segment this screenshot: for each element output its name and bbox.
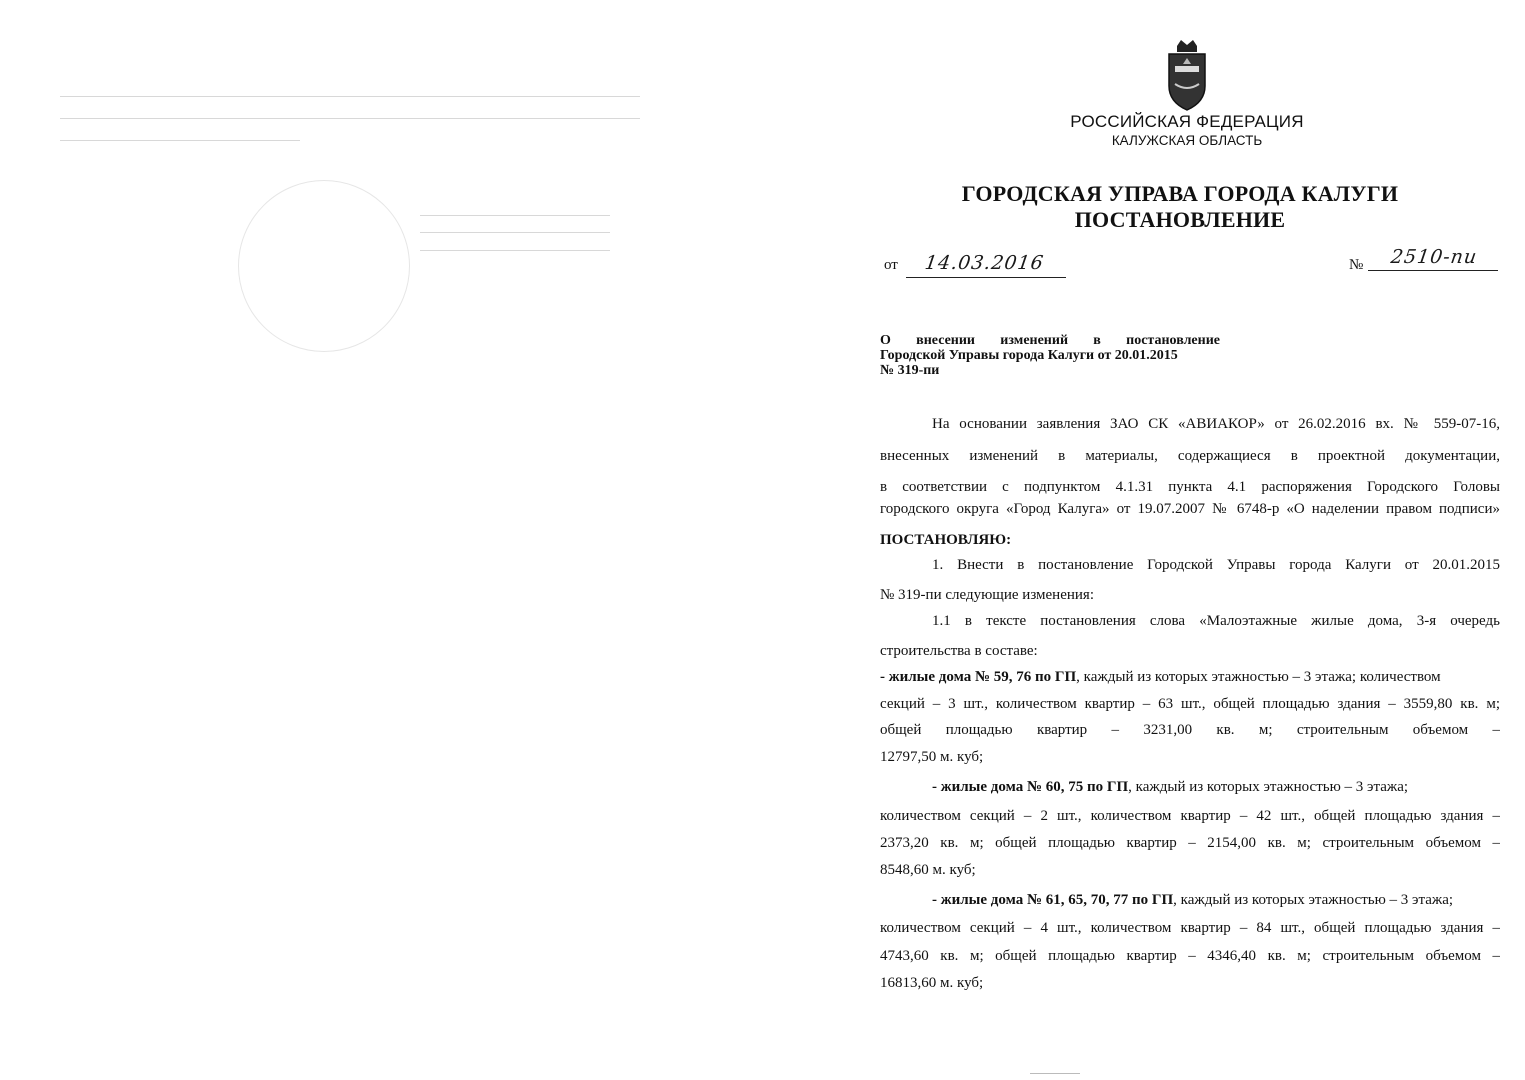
region-name: КАЛУЖСКАЯ ОБЛАСТЬ [1111, 133, 1263, 148]
building-item-59-76 [880, 667, 1500, 687]
page-bottom-mark [1030, 1073, 1080, 1074]
decree-heading: ПОСТАНОВЛЯЮ: [880, 532, 1012, 548]
body-line: количеством секций – 4 шт., количеством квартир – 84 шт., общей площадью здания – [880, 920, 1500, 936]
building-item-text: , каждый из которых этажностью – 3 этажа; [1173, 892, 1454, 908]
number-label: № [1349, 257, 1364, 273]
body-line: городского округа «Город Калуга» от 19.07.2007 № 6748-р «О наделении правом подписи» [880, 501, 1500, 517]
body-line: 16813,60 м. куб; [880, 975, 984, 991]
body-line: секций – 3 шт., количеством квартир – 63 шт., общей площадью здания – 3559,80 кв. м; [880, 696, 1500, 712]
subject-line: Городской Управы города Калуги от 20.01.2015 [880, 348, 1178, 363]
building-item-61-65-70-77 [880, 890, 1500, 910]
number-underline [1368, 270, 1498, 271]
body-line: строительства в составе: [880, 643, 1038, 659]
body-line: На основании заявления ЗАО СК «АВИАКОР» от 26.02.2016 вх. № 559-07-16, [932, 416, 1500, 432]
handwritten-date: 14.03.2016 [923, 252, 1046, 274]
bleed-through-line [60, 96, 640, 97]
body-line: внесенных изменений в материалы, содержащиеся в проектной документации, [880, 448, 1500, 464]
subject-line: О внесении изменений в постановление [880, 333, 1220, 348]
document-subject [880, 333, 1220, 378]
bleed-through-line [420, 215, 610, 216]
bleed-through-line [60, 140, 300, 141]
building-item-60-75 [880, 777, 1500, 797]
body-line: в соответствии с подпунктом 4.1.31 пункта 4.1 распоряжения Городского Головы [880, 479, 1500, 495]
body-line: 1. Внести в постановление Городской Управы города Калуги от 20.01.2015 [932, 557, 1500, 573]
country-name: РОССИЙСКАЯ ФЕДЕРАЦИЯ [1070, 112, 1304, 131]
subject-line: № 319-пи [880, 363, 940, 378]
bleed-through-line [420, 250, 610, 251]
building-item-title: - жилые дома № 60, 75 по ГП [932, 779, 1129, 795]
document-type: ПОСТАНОВЛЕНИЕ [1074, 207, 1286, 232]
body-line: № 319-пи следующие изменения: [880, 587, 1094, 603]
body-line: общей площадью квартир – 3231,00 кв. м; строительным объемом – [880, 722, 1500, 738]
body-line: 1.1 в тексте постановления слова «Малоэтажные жилые дома, 3-я очередь [932, 613, 1500, 629]
date-underline [906, 277, 1066, 278]
bleed-through-stamp [238, 180, 410, 352]
body-line: 8548,60 м. куб; [880, 862, 976, 878]
body-line: 2373,20 кв. м; общей площадью квартир – 2154,00 кв. м; строительным объемом – [880, 835, 1500, 851]
body-line: 12797,50 м. куб; [880, 749, 984, 765]
handwritten-number: 2510-пи [1389, 246, 1479, 268]
bleed-through-line [60, 118, 640, 119]
building-item-text: , каждый из которых этажностью – 3 этажа; [1128, 779, 1409, 795]
bleed-through-line [420, 232, 610, 233]
building-item-text: , каждый из которых этажностью – 3 этажа; количеством [1076, 669, 1441, 685]
city-coat-of-arms-icon [1163, 40, 1211, 112]
issuing-authority: ГОРОДСКАЯ УПРАВА ГОРОДА КАЛУГИ [961, 181, 1399, 206]
body-line: 4743,60 кв. м; общей площадью квартир – 4346,40 кв. м; строительным объемом – [880, 948, 1500, 964]
date-label: от [884, 257, 898, 273]
building-item-title: - жилые дома № 59, 76 по ГП [880, 669, 1077, 685]
building-item-title: - жилые дома № 61, 65, 70, 77 по ГП [932, 892, 1174, 908]
body-line: количеством секций – 2 шт., количеством квартир – 42 шт., общей площадью здания – [880, 808, 1500, 824]
